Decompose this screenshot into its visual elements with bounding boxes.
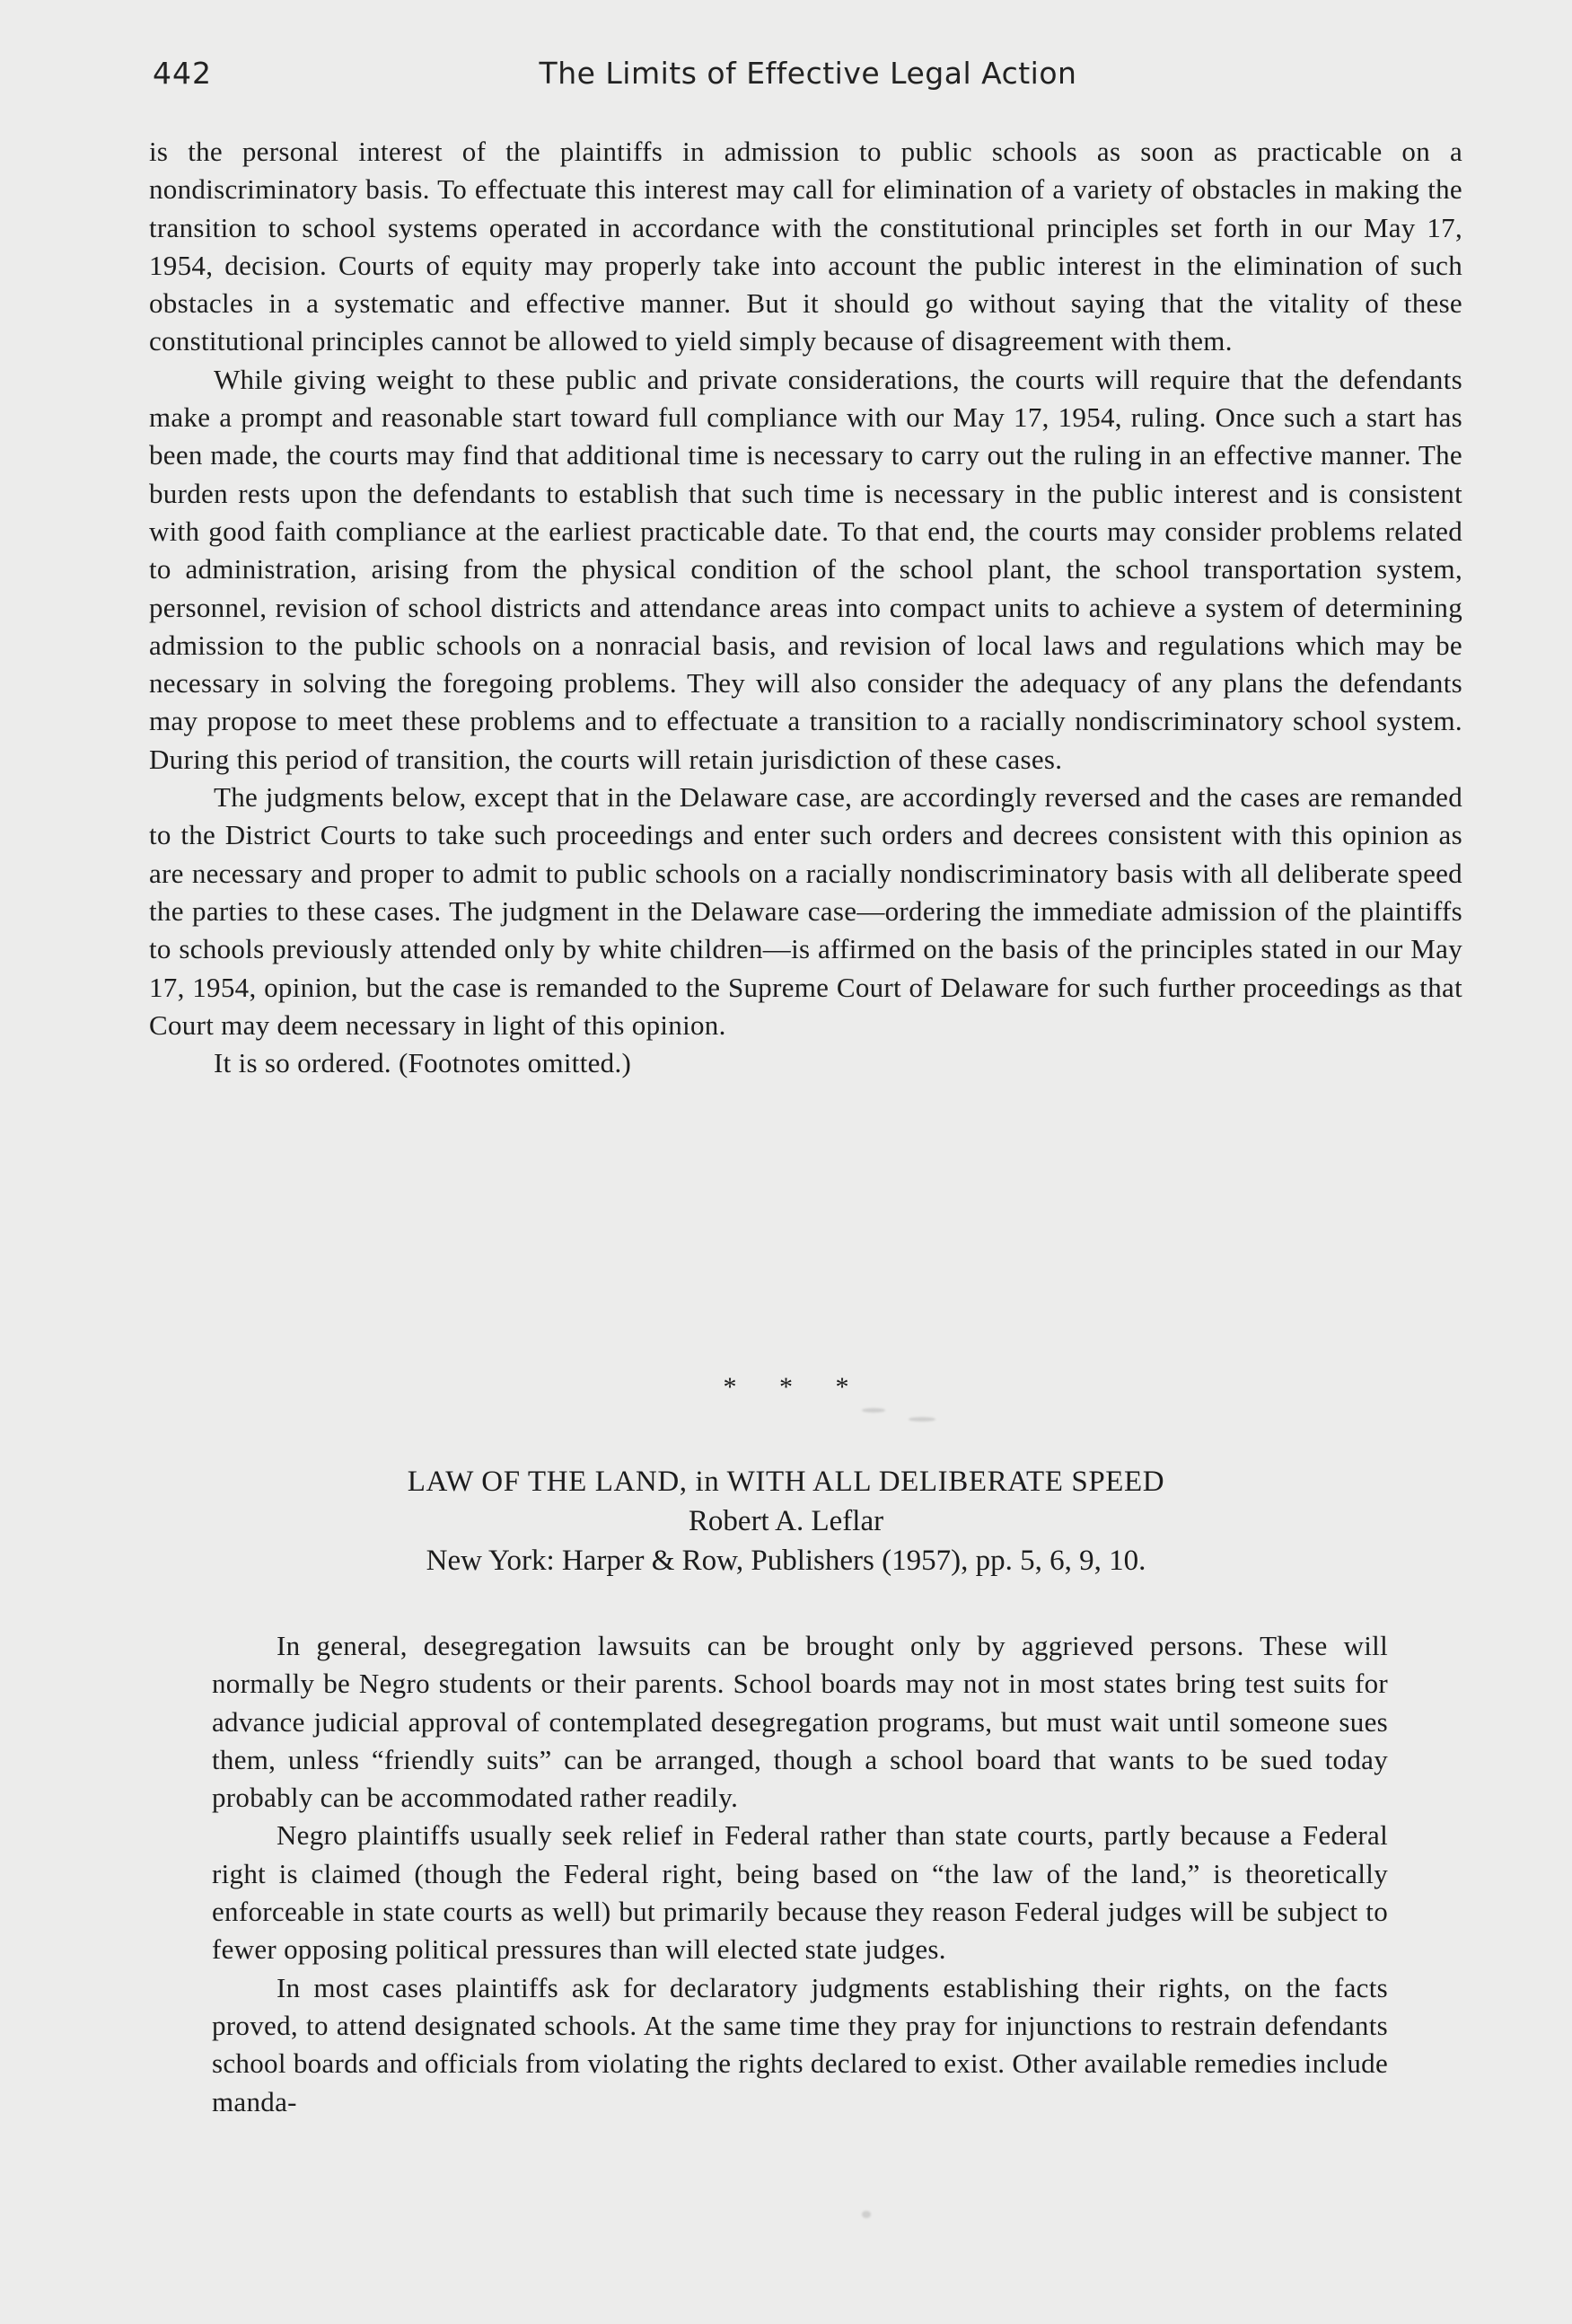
asterisk: * — [835, 1372, 849, 1402]
excerpt-paragraph: In general, desegregation lawsuits can be brought only by aggrieved persons. These will normally be Negro students or their parents. School boards may not in most states bring test suits for advance judicial approval of contemplated desegregation programs, but must wait until someone sues them, unless “friendly suits” can be arranged, though a school board that wants to be sued today probably can be accommodated rather readily. — [212, 1630, 1388, 1814]
page-number: 442 — [153, 56, 212, 91]
opinion-paragraph: The judgments below, except that in the Delaware case, are accordingly reversed and the cases are remanded to the District Courts to take such proceedings and enter such orders and decrees consistent with this opinion as are necessary and proper to admit to public schools on a racially nondiscriminatory basis with all deliberate speed the parties to these cases. The judgment in the Delaware case—ordering the immediate admission of the plaintiffs to schools previously attended only by white children—is affirmed on the basis of the principles stated in our May 17, 1954, opinion, but the case is remanded to the Supreme Court of Delaware for such further proceedings as that Court may deem necessary in light of this opinion. — [149, 781, 1462, 1041]
scan-smudge — [909, 1417, 935, 1422]
asterisk: * — [723, 1372, 737, 1402]
court-opinion-text — [149, 133, 1462, 1082]
section-separator — [0, 1372, 1572, 1403]
opinion-closing: It is so ordered. (Footnotes omitted.) — [214, 1047, 632, 1079]
source-author: Robert A. Leflar — [688, 1505, 884, 1537]
asterisk: * — [779, 1372, 793, 1402]
running-header — [153, 54, 1463, 99]
source-citation — [0, 1462, 1572, 1580]
opinion-paragraph: is the personal interest of the plaintiffs in admission to public schools as soon as practicable on a nondiscriminatory basis. To effectuate this interest may call for elimination of a variety of obstacles in making the transition to school systems operated in accordance with the constitutional principles set forth in our May 17, 1954, decision. Courts of equity may properly take into account the public interest in the elimination of such obstacles in a systematic and effective manner. But it should go without saying that the vitality of these constitutional principles cannot be allowed to yield simply because of disagreement with them. — [149, 136, 1462, 357]
scan-smudge — [862, 1408, 885, 1413]
excerpt-paragraph: In most cases plaintiffs ask for declaratory judgments establishing their rights, on the facts proved, to attend designated schools. At the same time they pray for injunctions to restrain defendants school boards and officials from violating the rights declared to exist. Other available remedies include manda- — [212, 1971, 1388, 2117]
excerpt-paragraph: Negro plaintiffs usually seek relief in Federal rather than state courts, partly because a Federal right is claimed (though the Federal right, being based on “the law of the land,” is theoretically enforceable in state courts as well) but primarily because they reason Federal judges will be subject to fewer opposing political pressures than will elected state judges. — [212, 1819, 1388, 1966]
excerpt-text — [212, 1627, 1388, 2121]
source-publication: New York: Harper & Row, Publishers (1957), pp. 5, 6, 9, 10. — [426, 1545, 1146, 1577]
opinion-paragraph: While giving weight to these public and private considerations, the courts will require that the defendants make a prompt and reasonable start toward full compliance with our May 17, 1954, ruling. Once such a start has been made, the courts may find that additional time is necessary to carry out the ruling in an effective manner. The burden rests upon the defendants to establish that such time is necessary in the public interest and is consistent with good faith compliance at the earliest practicable date. To that end, the courts may consider problems related to administration, arising from the physical condition of the school plant, the school transportation system, personnel, revision of school districts and attendance areas into compact units to achieve a system of determining admission to the public schools on a nonracial basis, and revision of local laws and regulations which may be necessary in solving the foregoing problems. They will also consider the adequacy of any plans the defendants may propose to meet these problems and to effectuate a transition to a racially nondiscriminatory school system. During this period of transition, the courts will retain jurisdiction of these cases. — [149, 363, 1462, 775]
source-title: LAW OF THE LAND, in WITH ALL DELIBERATE SPEED — [407, 1466, 1165, 1498]
running-title: The Limits of Effective Legal Action — [539, 56, 1077, 91]
scan-smudge — [862, 2211, 871, 2218]
